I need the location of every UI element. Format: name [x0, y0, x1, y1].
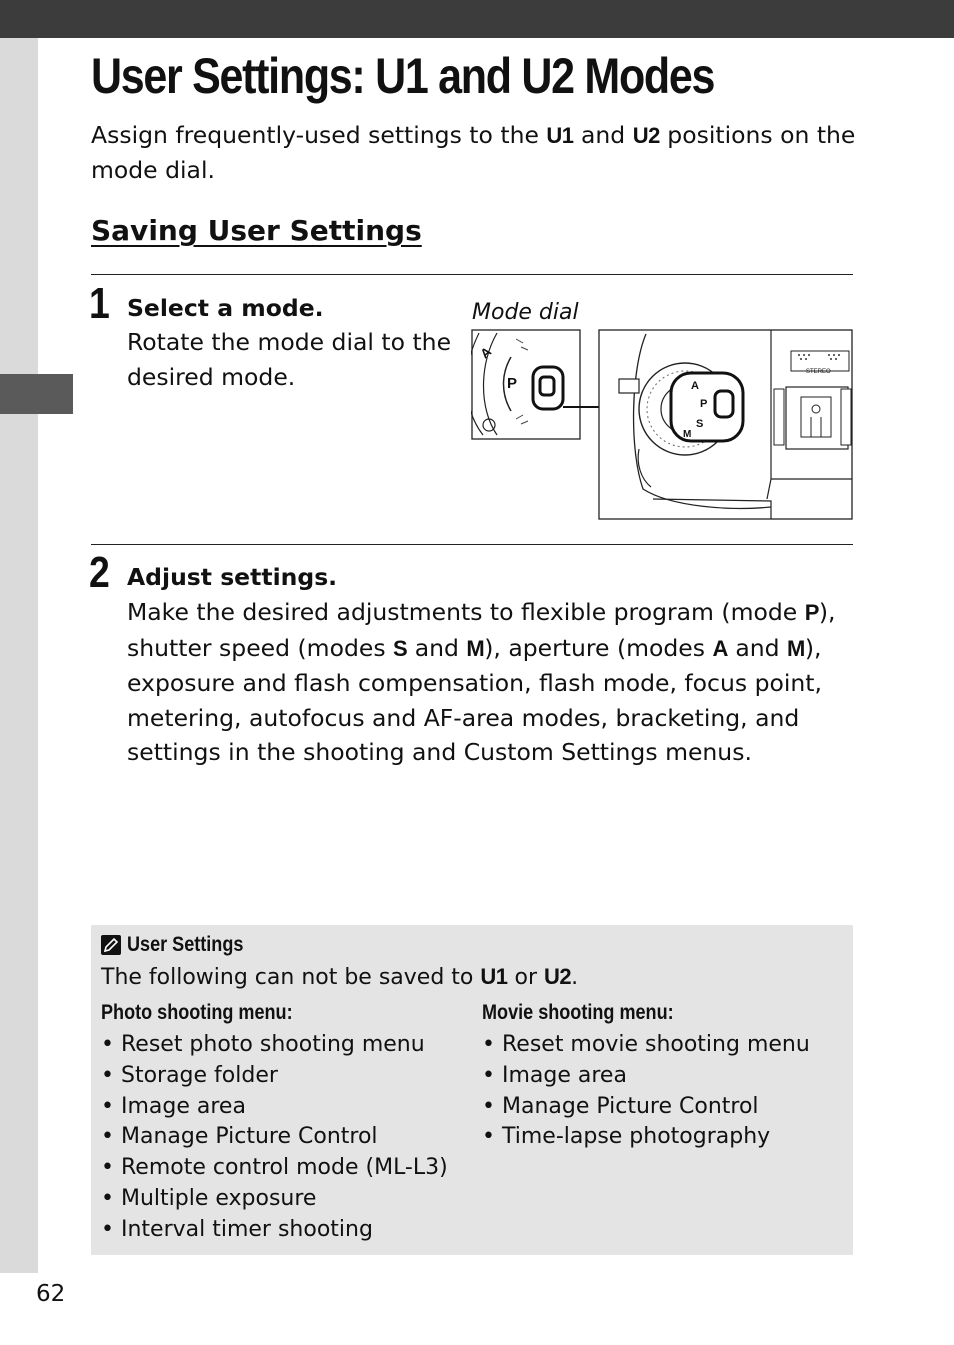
photo-menu-title: Photo shooting menu:	[101, 1001, 293, 1024]
step-text: and	[407, 633, 467, 662]
photo-menu-list	[101, 1030, 448, 1246]
movie-menu-column	[482, 998, 810, 1153]
list-item: • Time-lapse photography	[482, 1122, 810, 1153]
list-item: • Reset photo shooting menu	[101, 1030, 448, 1061]
movie-menu-list	[482, 1030, 810, 1153]
mode-u2-label: U2	[632, 123, 660, 148]
movie-menu-title: Movie shooting menu:	[482, 1001, 674, 1024]
list-item: • Remote control mode (ML-L3)	[101, 1153, 448, 1184]
chapter-tab	[0, 374, 73, 414]
step-number: 1	[89, 279, 110, 328]
mode-p-label: P	[804, 600, 819, 625]
note-text-part: .	[571, 965, 579, 990]
step-divider	[91, 544, 853, 545]
list-item: • Manage Picture Control	[101, 1122, 448, 1153]
mode-s-label: S	[393, 635, 408, 661]
dial-letter-p: P	[507, 375, 518, 392]
dial-closeup	[471, 330, 580, 439]
list-item: • Reset movie shooting menu	[482, 1030, 810, 1061]
top-bar	[0, 0, 954, 38]
step-divider	[91, 274, 853, 275]
photo-menu-column	[101, 998, 448, 1246]
mode-m-label: M	[787, 635, 805, 661]
note-box	[91, 925, 853, 1255]
list-item: • Storage folder	[101, 1061, 448, 1092]
list-item: • Image area	[482, 1061, 810, 1092]
section-heading: Saving User Settings	[91, 214, 422, 247]
note-header	[101, 933, 262, 957]
step-text: ), exposure and flash compensation, flash mode, focus point, metering, autofocus and AF-area modes, bracketing, and settings in the shooting and Custom Settings menus.	[127, 633, 822, 767]
side-strip	[0, 38, 38, 1273]
list-item: • Multiple exposure	[101, 1184, 448, 1215]
dial-letter-p: P	[700, 398, 708, 410]
list-item: • Manage Picture Control	[482, 1092, 810, 1123]
figure-caption: Mode dial	[472, 300, 579, 325]
step-number: 2	[89, 548, 110, 597]
mode-dial-illustration	[471, 329, 855, 523]
note-text-part: The following can not be saved to	[101, 965, 481, 990]
pencil-icon	[101, 935, 121, 955]
step-title: Select a mode.	[127, 294, 324, 322]
list-item: • Image area	[101, 1092, 448, 1123]
note-text	[101, 962, 578, 993]
step-body	[127, 595, 853, 770]
step-text: Make the desired adjustments to flexible program (mode	[127, 598, 805, 626]
step-body: Rotate the mode dial to the desired mode.	[127, 328, 452, 391]
hotshoe-label: STEREO	[806, 369, 831, 375]
list-item: • Interval timer shooting	[101, 1215, 448, 1246]
note-title: User Settings	[127, 933, 244, 956]
dial-letter-m: M	[683, 429, 692, 440]
intro-paragraph	[91, 118, 871, 187]
step-text: and	[727, 633, 788, 662]
intro-text: Assign frequently-used settings to the	[91, 121, 547, 149]
dial-letter-s: S	[696, 418, 704, 430]
dial-letter-a: A	[691, 380, 699, 392]
step-text: ), shutter speed (modes	[127, 598, 836, 662]
intro-text: positions on the mode dial.	[91, 121, 856, 184]
mode-u1-label: U1	[546, 123, 574, 148]
mode-a-label: A	[712, 635, 728, 661]
step-text: ), aperture (modes	[484, 633, 713, 662]
dial-letter-a: A	[477, 343, 495, 362]
mode-u2-label: U2	[544, 964, 572, 989]
page-title: User Settings: U1 and U2 Modes	[91, 48, 715, 104]
intro-text: and	[573, 121, 633, 149]
note-text-part: or	[507, 965, 544, 990]
step-title: Adjust settings.	[127, 563, 338, 591]
mode-u1-label: U1	[480, 964, 508, 989]
page-number: 62	[36, 1281, 66, 1307]
mode-m-label: M	[466, 635, 485, 661]
camera-body	[599, 330, 852, 519]
